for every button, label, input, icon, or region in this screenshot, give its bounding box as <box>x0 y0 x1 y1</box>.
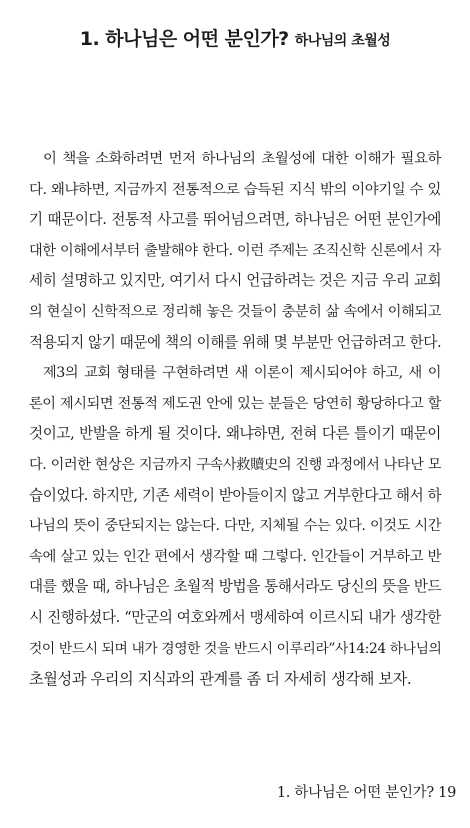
chapter-heading <box>0 24 470 51</box>
paragraph-1 <box>29 144 441 358</box>
text-line: 의 현실이 신학적으로 정리해 놓은 것들이 충분히 삶 속에서 이해되고 <box>29 303 441 320</box>
page-number: 19 <box>438 785 456 801</box>
text-line: 제3의 교회 형태를 구현하려면 새 이론이 제시되어야 하고, 새 이 <box>43 365 441 382</box>
text-line: 대를 했을 때, 하나님은 초월적 방법을 통해서라도 당신의 뜻을 반드 <box>29 578 442 596</box>
text-line: 다. 이러한 현상은 지금까지 구속사救贖史의 진행 과정에서 나타난 모 <box>29 456 441 473</box>
text-line: 것이 반드시 되며 내가 경영한 것을 반드시 이루리라”사14:24 하나님의 <box>29 640 442 657</box>
text-line: 나님의 뜻이 중단되지는 않는다. 다만, 지체될 수는 있다. 이것도 시간 <box>29 518 441 535</box>
chapter-title: 1. 하나님은 어떤 분인가? <box>79 28 289 50</box>
paragraph-2 <box>29 358 441 695</box>
text-line: 것이고, 반발을 하게 될 것이다. 왜냐하면, 전혀 다른 틀이기 때문이 <box>29 425 441 443</box>
text-line: 적용되지 않기 때문에 책의 이해를 위해 몇 부분만 언급하려고 한다. <box>29 333 442 351</box>
text-line: 다. 왜냐하면, 지금까지 전통적으로 습득된 지식 밖의 이야기일 수 있 <box>29 181 441 198</box>
text-line: 이 책을 소화하려면 먼저 하나님의 초월성에 대한 이해가 필요하 <box>43 151 441 167</box>
running-footer-chapter: 1. 하나님은 어떤 분인가? <box>276 785 434 801</box>
chapter-subtitle: 하나님의 초월성 <box>294 33 391 49</box>
text-line: 시 진행하셨다. “만군의 여호와께서 맹세하여 이르시되 내가 생각한 <box>29 608 441 626</box>
page-footer <box>277 781 456 802</box>
text-line: 대한 이해에서부터 출발해야 한다. 이런 주제는 조직신학 신론에서 자 <box>29 242 441 259</box>
text-line: 론이 제시되면 전통적 제도권 안에 있는 분들은 당연히 황당하다고 할 <box>29 395 441 412</box>
text-line: 기 때문이다. 전통적 사고를 뛰어넘으려면, 하나님은 어떤 분인가에 <box>29 211 441 229</box>
text-line: 초월성과 우리의 지식과의 관계를 좀 더 자세히 생각해 보자. <box>29 670 412 689</box>
body-text <box>29 144 441 695</box>
text-line: 습이었다. 하지만, 기존 세력이 받아들이지 않고 거부한다고 해서 하 <box>29 486 442 504</box>
text-line: 세히 설명하고 있지만, 여기서 다시 언급하려는 것은 지금 우리 교회 <box>29 272 442 290</box>
text-line: 속에 살고 있는 인간 편에서 생각할 때 그렇다. 인간들이 거부하고 반 <box>29 548 441 565</box>
